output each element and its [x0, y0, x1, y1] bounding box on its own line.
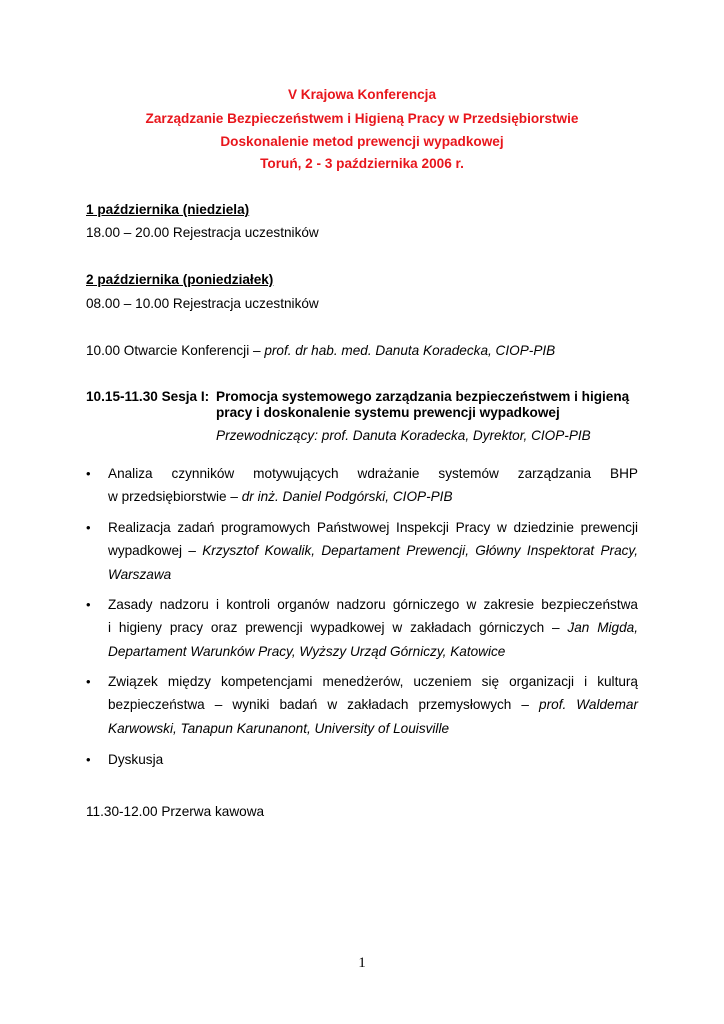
conference-subtitle: Doskonalenie metod prewencji wypadkowej — [220, 134, 504, 149]
bullet4-line3: Karwowski, Tanapun Karunanont, University of Louisville — [108, 721, 450, 736]
bullet3-line2 — [108, 620, 638, 636]
bullet-marker: • — [86, 752, 91, 767]
day1-registration: 18.00 – 20.00 Rejestracja uczestników — [86, 225, 319, 240]
coffee-break: 11.30-12.00 Przerwa kawowa — [86, 804, 265, 819]
day1-heading: 1 października (niedziela) — [86, 202, 250, 217]
opening-line — [86, 343, 555, 359]
session-title-line1: Promocja systemowego zarządzania bezpieczeństwem i higieną — [216, 389, 630, 404]
bullet3-line1: Zasady nadzoru i kontroli organów nadzoru górniczego w zakresie bezpieczeństwa — [108, 597, 638, 612]
bullet4-speaker: prof. Waldemar — [539, 697, 638, 712]
bullet5-discussion: Dyskusja — [108, 752, 164, 767]
conference-edition: V Krajowa Konferencja — [287, 87, 437, 102]
bullet-marker: • — [86, 674, 91, 689]
bullet-marker: • — [86, 520, 91, 535]
opening-speaker: prof. dr hab. med. Danuta Koradecka, CIOP-PIB — [264, 343, 556, 358]
day2-registration: 08.00 – 10.00 Rejestracja uczestników — [86, 296, 319, 311]
bullet2-line2 — [108, 543, 638, 559]
bullet3-speaker: Jan Migda, — [567, 620, 638, 635]
bullet1-text: w przedsiębiorstwie – — [108, 489, 242, 504]
bullet2-speaker: Krzysztof Kowalik, Departament Prewencji, Główny Inspektorat Pracy, — [202, 543, 638, 558]
day2-heading: 2 października (poniedziałek) — [86, 272, 274, 287]
bullet4-text: bezpieczeństwa – wyniki badań w zakładach przemysłowych – — [108, 697, 540, 712]
bullet1-line2 — [108, 489, 453, 505]
bullet1-speaker: dr inż. Daniel Podgórski, CIOP-PIB — [241, 489, 453, 504]
session-time-label: 10.15-11.30 Sesja I: — [86, 389, 210, 404]
bullet3-line3: Departament Warunków Pracy, Wyższy Urząd Górniczy, Katowice — [108, 644, 506, 659]
bullet-marker: • — [86, 597, 91, 612]
opening-text: 10.00 Otwarcie Konferencji – — [86, 343, 265, 358]
bullet2-text: wypadkowej – — [108, 543, 203, 558]
bullet3-text: i higieny pracy oraz prewencji wypadkowej w zakładach górniczych – — [108, 620, 568, 635]
bullet2-line3: Warszawa — [108, 567, 172, 582]
conference-title: Zarządzanie Bezpieczeństwem i Higieną Pracy w Przedsiębiorstwie — [145, 111, 579, 126]
session-title-line2: pracy i doskonalenie systemu prewencji wypadkowej — [216, 405, 560, 420]
bullet1-line1: Analiza czynników motywujących wdrażanie systemów zarządzania BHP — [108, 466, 638, 481]
page-number: 1 — [358, 955, 366, 971]
bullet2-line1: Realizacja zadań programowych Państwowej Inspekcji Pracy w dziedzinie prewencji — [108, 520, 638, 535]
bullet4-line2 — [108, 697, 638, 713]
bullet4-line1: Związek między kompetencjami menedżerów, uczeniem się organizacji i kulturą — [108, 674, 638, 689]
bullet-marker: • — [86, 466, 91, 481]
conference-date-place: Toruń, 2 - 3 października 2006 r. — [260, 156, 464, 171]
session-chair: Przewodniczący: prof. Danuta Koradecka, Dyrektor, CIOP-PIB — [216, 428, 591, 443]
